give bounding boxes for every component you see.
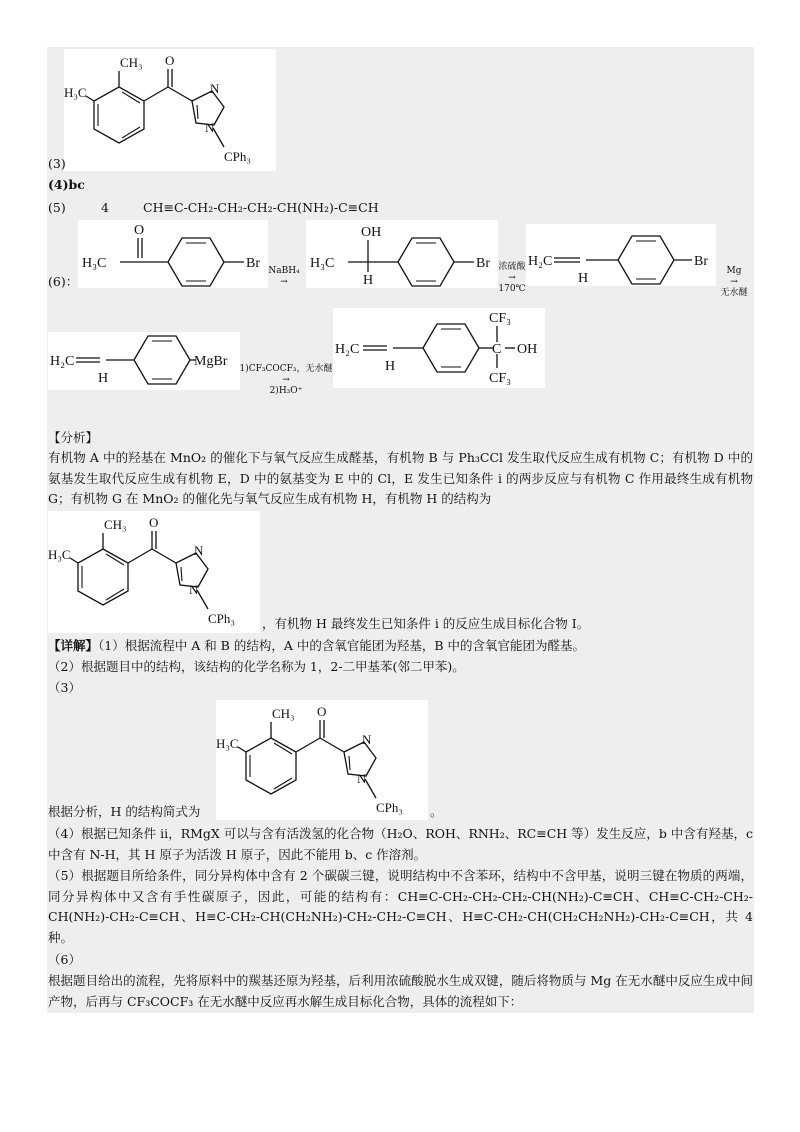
detail-p6: 根据题目给出的流程，先将原料中的羰基还原为羟基，后利用浓硫酸脱水生成双键，随后将物质与 Mg 在无水醚中反应生成中间产物，后再与 CF₃COCF₃ 在无水醚中反应再水解生成目标化合物，具体的流程如下： — [48, 973, 753, 1009]
detail-line-1 — [48, 636, 585, 656]
label-oh: OH — [517, 342, 538, 357]
label-cph3: CPh₃ — [208, 611, 235, 626]
label-h: H — [98, 371, 109, 386]
arrow-h2so4-bottom: 170℃ — [498, 284, 526, 294]
label-n-top: N — [210, 81, 220, 96]
label-n-bottom: N — [205, 120, 215, 135]
arrow-h2so4-top: 浓硫酸 — [498, 262, 526, 272]
label-cph3: CPh₃ — [224, 149, 251, 164]
structure-bromoacetophenone — [78, 220, 268, 288]
label-oh: OH — [361, 225, 382, 240]
detail-p3-label: （3） — [48, 680, 81, 695]
label-n-bottom: N — [189, 582, 199, 597]
label-cf3-bottom: CF₃ — [489, 371, 512, 386]
label-mgbr: MgBr — [194, 354, 228, 369]
detail-p5: （5）根据题目所给条件，同分异构体中含有 2 个碳碳三键，说明结构中不含苯环，结构中不含甲基，说明三键在物质的两端，同分异构体中又含有手性碳原子，因此，可能的结构有：CH≡C-CH₂-CH₂-CH₂-CH(NH₂)-C≡CH、CH≡C-CH₂-CH₂-CH(NH₂)-CH₂-C≡CH、H≡C-CH₂-CH(CH₂NH₂)-CH₂-CH₂-C≡CH、H≡C-CH₂-CH(CH₂CH₂NH₂)-CH₂-C≡CH，共 4 种。 — [48, 868, 753, 945]
answer-5-formula: CH≡C-CH₂-CH₂-CH₂-CH(NH₂)-C≡CH — [143, 200, 379, 215]
label-h2c: H₂C — [50, 354, 75, 369]
label-br: Br — [694, 254, 708, 269]
label-h3c: H₃C — [48, 547, 71, 562]
answer-4: (4)bc — [48, 177, 85, 192]
detail-p3-text: 根据分析，H 的结构简式为 — [48, 804, 201, 819]
label-h2c: H₂C — [335, 342, 360, 357]
arrow-cf3cocf3 — [236, 364, 336, 397]
detail-heading: 【详解】 — [48, 638, 99, 653]
arrow-nabh4 — [266, 266, 302, 288]
label-cph3: CPh₃ — [376, 800, 403, 815]
answer-6-label: (6)： — [48, 274, 79, 289]
label-cf3-top: CF₃ — [489, 311, 512, 326]
arrow-mg-bottom: 无水醚 — [720, 288, 748, 298]
label-h: H — [385, 359, 396, 374]
answer-5-label: (5) — [48, 200, 66, 215]
label-o: O — [149, 515, 159, 530]
label-n-top: N — [194, 543, 204, 558]
arrow-h2so4 — [494, 262, 530, 295]
arrow-glyph: → — [280, 277, 288, 287]
label-h: H — [363, 273, 374, 288]
label-h3c: H₃C — [310, 256, 335, 271]
label-o: O — [134, 223, 145, 238]
structure-h-svg — [64, 49, 276, 171]
label-h3c: H₃C — [216, 736, 239, 751]
arrow-glyph: → — [730, 277, 738, 287]
structure-target-compound — [333, 308, 545, 388]
label-h2c: H₂C — [528, 254, 553, 269]
arrow-glyph: → — [282, 375, 290, 385]
detail-p1: （1）根据流程中 A 和 B 的结构，A 中的含氧官能团为羟基，B 中的含氧官能团为醛基。 — [98, 638, 585, 653]
label-h3c: H₃C — [82, 256, 107, 271]
arrow-nabh4-label: NaBH₄ — [268, 266, 300, 276]
label-n-bottom: N — [357, 771, 367, 786]
analysis-text-end: ，有机物 H 最终发生已知条件 i 的反应生成目标化合物 I。 — [262, 616, 590, 631]
structure-h-detail — [216, 700, 428, 820]
answer-3-label: (3) — [48, 156, 66, 171]
label-h3c: H₃C — [64, 85, 87, 100]
structure-h-analysis — [48, 511, 260, 633]
label-c: C — [492, 342, 502, 357]
detail-p2: （2）根据题目中的结构，该结构的化学名称为 1，2-二甲基苯(邻二甲苯)。 — [48, 659, 465, 674]
label-o: O — [317, 704, 327, 719]
label-ch3: CH₃ — [104, 517, 127, 532]
analysis-text: 有机物 A 中的羟基在 MnO₂ 的催化下与氧气反应生成醛基，有机物 B 与 Ph₃CCl 发生取代反应生成有机物 C；有机物 D 中的氨基发生取代反应生成有机物 E，D 中的氨基变为 E 中的 Cl，E 发生已知条件 i 的两步反应与有机物 C 作用最终生成有机物 G；有机物 G 在 MnO₂ 的催化先与氧气反应生成有机物 H，有机物 H 的结构为 — [48, 450, 753, 506]
arrow-cf3cocf3-top: 1)CF₃COCF₃，无水醚 — [239, 364, 333, 374]
answer-5-count: 4 — [101, 200, 109, 215]
arrow-cf3cocf3-bottom: 2)H₃O⁺ — [269, 386, 303, 396]
detail-p3-end: 。 — [430, 804, 443, 819]
label-ch3: CH₃ — [120, 55, 143, 70]
label-h: H — [578, 271, 589, 286]
arrow-glyph: → — [508, 273, 516, 283]
detail-p6-label: （6） — [48, 952, 81, 967]
analysis-heading: 【分析】 — [48, 430, 99, 445]
structure-grignard — [48, 332, 240, 390]
detail-p4: （4）根据已知条件 ii，RMgX 可以与含有活泼氢的化合物（H₂O、ROH、RNH₂、RC≡CH 等）发生反应，b 中含有羟基，c 中含有 N-H，其 H 原子为活泼 H 原子，因此不能用 b、c 作溶剂。 — [48, 826, 753, 862]
label-o: O — [165, 53, 175, 68]
arrow-mg-top: Mg — [726, 266, 742, 276]
structure-bromostyrene — [526, 224, 716, 286]
structure-h-answer — [64, 49, 276, 171]
structure-bromophenylethanol — [306, 220, 498, 288]
label-br: Br — [476, 256, 490, 271]
label-br: Br — [246, 256, 260, 271]
arrow-mg — [714, 266, 754, 299]
label-ch3: CH₃ — [272, 706, 295, 721]
label-n-top: N — [362, 732, 372, 747]
